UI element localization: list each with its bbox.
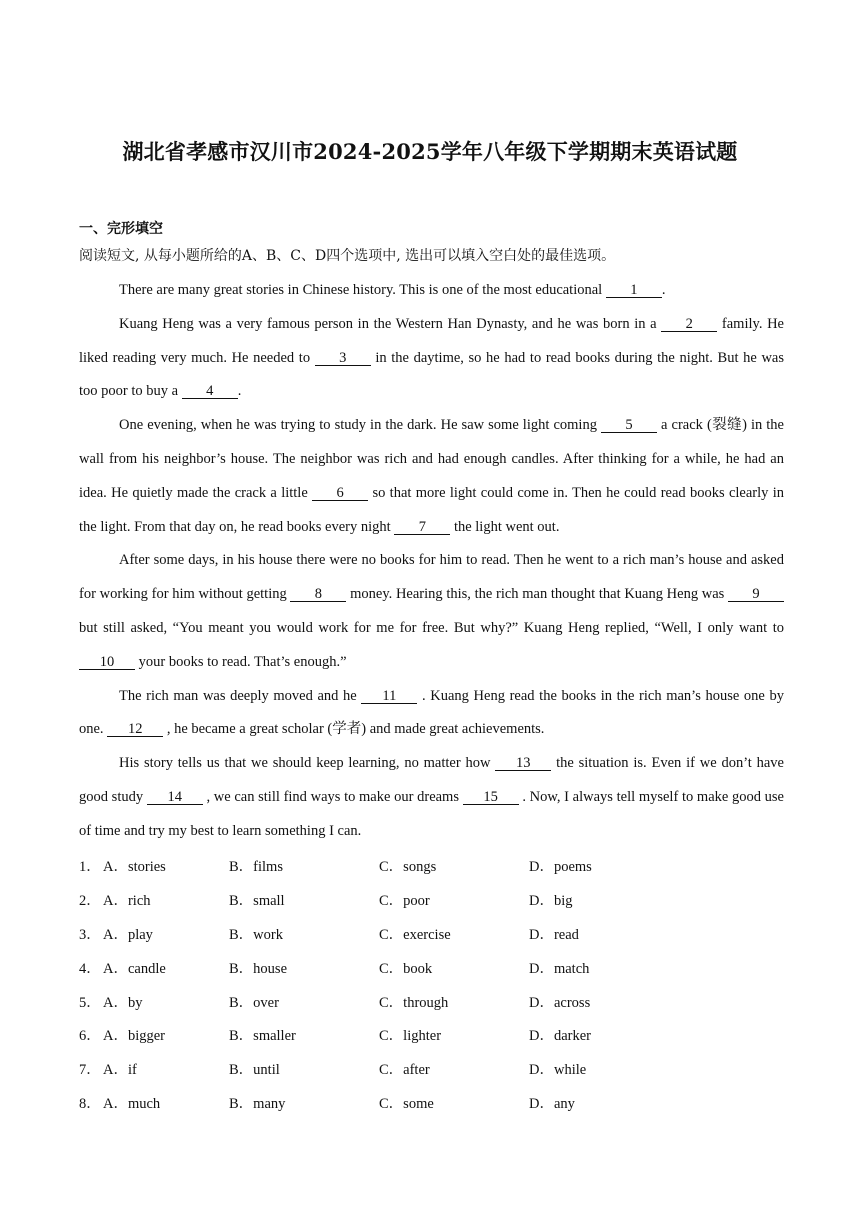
question-number: 8． <box>79 1095 101 1112</box>
passage-text: . Kuang Heng read the books in the rich man’s house one by one. <box>79 687 784 738</box>
section-instructions: 阅读短文, 从每小题所给的A、B、C、D四个选项中, 选出可以填入空白处的最佳选项。 <box>79 248 616 264</box>
option-b: B．small <box>229 893 285 910</box>
question-number: 5． <box>79 994 101 1011</box>
option-c: C．after <box>379 1062 430 1079</box>
option-c: C．poor <box>379 893 430 910</box>
passage-text: a crack (裂缝) in the wall from his neighbor’s house. The neighbor was rich and had enough candles. After thinking for a while, he had an idea. He quietly made the crack a little <box>79 417 784 501</box>
passage-paragraph-2 <box>79 308 784 409</box>
question-row <box>79 984 784 1018</box>
blank-5: 5 <box>601 418 657 433</box>
option-c: C．songs <box>379 859 437 876</box>
option-b: B．house <box>229 960 287 977</box>
passage-text: money. Hearing this, the rich man thought that Kuang Heng was <box>346 586 729 603</box>
option-d: D．while <box>529 1062 587 1079</box>
question-row <box>79 917 784 951</box>
passage-paragraph-1 <box>79 274 784 308</box>
option-c: C．lighter <box>379 1028 442 1045</box>
option-a: A．play <box>103 926 153 943</box>
passage-text: His story tells us that we should keep learning, no matter how <box>119 755 496 772</box>
question-row <box>79 950 784 984</box>
question-row <box>79 1052 784 1086</box>
option-c: C．exercise <box>379 926 451 943</box>
question-number: 7． <box>79 1062 101 1079</box>
question-number: 4． <box>79 960 101 977</box>
blank-6: 6 <box>312 486 368 501</box>
blank-2: 2 <box>661 317 717 332</box>
option-a: A．bigger <box>103 1028 166 1045</box>
passage-paragraph-3 <box>79 409 784 544</box>
passage-text: . <box>237 383 242 400</box>
page-title: 湖北省孝感市汉川市2024-2025学年八年级下学期期末英语试题 <box>122 139 738 164</box>
cloze-passage <box>79 274 784 849</box>
question-number: 1． <box>79 859 101 876</box>
question-row <box>79 849 784 883</box>
option-d: D．across <box>529 994 591 1011</box>
section-heading: 一、完形填空 <box>79 221 163 237</box>
passage-text: the situation is. Even if we don’t have good study <box>79 755 784 805</box>
blank-10: 10 <box>79 655 135 670</box>
passage-text: , he became a great scholar (学者) and made great achievements. <box>163 721 545 738</box>
passage-text: , we can still find ways to make our dreams <box>202 788 463 805</box>
passage-text: family. He liked reading very much. He needed to <box>79 315 784 366</box>
passage-text: the light went out. <box>450 518 560 535</box>
passage-paragraph-6 <box>79 747 784 848</box>
passage-text: but still asked, “You meant you would work for me for free. But why?” Kuang Heng replied, “Well, I only want to <box>79 619 784 636</box>
passage-paragraph-4 <box>79 544 784 679</box>
option-a: A．candle <box>103 960 166 977</box>
option-d: D．read <box>529 926 579 943</box>
blank-1: 1 <box>606 283 662 298</box>
question-options <box>79 849 784 1119</box>
blank-3: 3 <box>315 351 371 366</box>
passage-text: so that more light could come in. Then he could read books clearly in the light. From that day on, he read books every night <box>79 484 785 535</box>
passage-text: The rich man was deeply moved and he <box>119 687 362 704</box>
option-d: D．any <box>529 1095 575 1112</box>
option-d: D．poems <box>529 859 592 876</box>
option-a: A．much <box>103 1095 161 1112</box>
option-a: A．rich <box>103 893 151 910</box>
question-row <box>79 1018 784 1052</box>
blank-13: 13 <box>495 756 551 771</box>
option-b: B．until <box>229 1062 280 1079</box>
blank-15: 15 <box>463 790 519 805</box>
option-d: D．darker <box>529 1028 592 1045</box>
passage-text: your books to read. That’s enough.” <box>135 653 347 670</box>
question-number: 2． <box>79 893 101 910</box>
question-row <box>79 1086 784 1120</box>
option-d: D．big <box>529 893 573 910</box>
option-c: C．some <box>379 1095 434 1112</box>
blank-9: 9 <box>728 587 784 602</box>
option-b: B．smaller <box>229 1028 296 1045</box>
passage-text: After some days, in his house there were no books for him to read. Then he went to a rich man’s house and asked for working for him without getting <box>79 552 784 603</box>
passage-paragraph-5 <box>79 680 784 748</box>
option-d: D．match <box>529 960 590 977</box>
option-b: B．many <box>229 1095 286 1112</box>
blank-14: 14 <box>147 790 203 805</box>
passage-text: Kuang Heng was a very famous person in the Western Han Dynasty, and he was born in a <box>119 315 662 332</box>
blank-12: 12 <box>107 722 163 737</box>
passage-text: . <box>661 282 666 298</box>
option-a: A．if <box>103 1062 137 1079</box>
question-number: 6． <box>79 1028 101 1045</box>
option-a: A．by <box>103 994 143 1011</box>
blank-11: 11 <box>361 689 417 704</box>
blank-7: 7 <box>394 520 450 535</box>
option-a: A．stories <box>103 859 166 876</box>
blank-4: 4 <box>182 384 238 399</box>
question-row <box>79 883 784 917</box>
passage-text: in the daytime, so he had to read books during the night. But he was too poor to buy a <box>79 349 784 400</box>
question-number: 3． <box>79 926 101 943</box>
option-b: B．over <box>229 994 279 1011</box>
passage-text: One evening, when he was trying to study in the dark. He saw some light coming <box>119 417 601 434</box>
option-c: C．book <box>379 960 433 977</box>
option-b: B．work <box>229 926 283 943</box>
passage-text: . Now, I always tell myself to make good use of time and try my best to learn something I can. <box>79 788 784 839</box>
option-c: C．through <box>379 994 449 1011</box>
passage-text: There are many great stories in Chinese history. This is one of the most educational <box>119 282 606 298</box>
option-b: B．films <box>229 859 283 876</box>
blank-8: 8 <box>290 587 346 602</box>
